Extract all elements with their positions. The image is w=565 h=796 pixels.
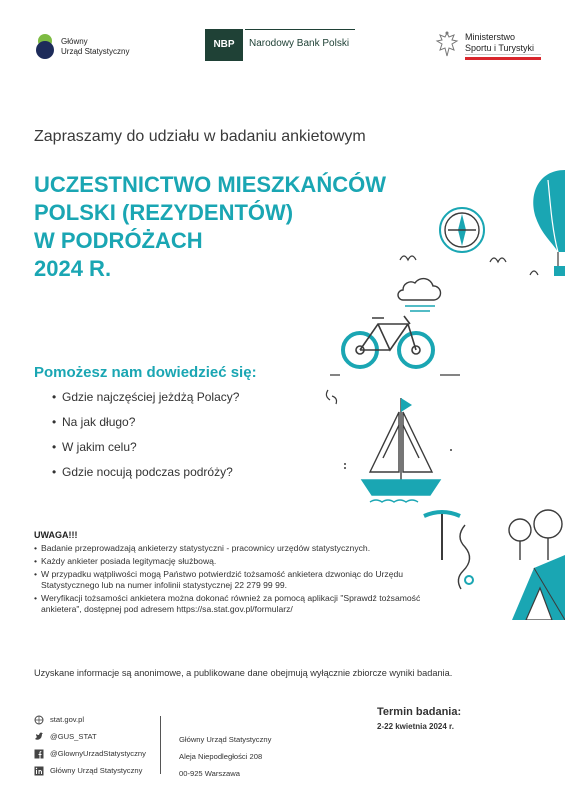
notice-item: • Weryfikacji tożsamości ankietera można dokonać również za pomocą aplikacji "Sprawdź tożsamość ankietera", dostępnej pod adresem https://sa.stat.gov.pl/formularz/ xyxy=(34,593,454,615)
sailboat-icon xyxy=(362,398,440,502)
linkedin-link[interactable] xyxy=(34,765,146,782)
address-line: Główny Urząd Statystyczny xyxy=(179,735,272,744)
nbp-logo-line xyxy=(245,29,355,30)
survey-dates-value: 2-22 kwietnia 2024 r. xyxy=(377,722,454,731)
grass-decoration xyxy=(400,256,538,275)
cloud-icon xyxy=(398,279,441,311)
questions-list xyxy=(52,389,239,489)
title-line: 2024 R. xyxy=(34,256,112,281)
address-line: Aleja Niepodległości 208 xyxy=(179,752,263,761)
msit-logo-gray-line xyxy=(465,54,541,55)
twitter-icon xyxy=(34,732,44,742)
swirl-decoration xyxy=(326,390,336,404)
anonymity-note: Uzyskane informacje są anonimowe, a publikowane dane obejmują wyłącznie zbiorcze wyniki badania. xyxy=(34,668,453,678)
bicycle-icon xyxy=(343,316,433,367)
website-text: stat.gov.pl xyxy=(50,715,85,724)
notice-item: • Badanie przeprowadzają ankieterzy statystyczni - pracownicy urzędów statystycznych. xyxy=(34,543,454,554)
facebook-link[interactable] xyxy=(34,748,146,765)
questions-heading: Pomożesz nam dowiedzieć się: xyxy=(34,364,257,381)
survey-dates-label: Termin badania: xyxy=(377,706,462,718)
website-link[interactable] xyxy=(34,714,146,731)
notice-item: • W przypadku wątpliwości mogą Państwo potwierdzić tożsamość ankietera dzwoniąc do Urzędu Statystycznego lub na numer infolinii statystycznej 22 279 99 99. xyxy=(34,569,454,591)
tent-icon xyxy=(512,555,565,620)
address-line: 00-925 Warszawa xyxy=(179,769,240,778)
title-line: UCZESTNICTWO MIESZKAŃCÓW xyxy=(34,172,386,197)
twitter-text: @GUS_STAT xyxy=(50,732,97,741)
notice-item: • Każdy ankieter posiada legitymację służbową. xyxy=(34,556,454,567)
question-item: • Gdzie najczęściej jeżdżą Polacy? xyxy=(52,389,239,414)
title-line: POLSKI (REZYDENTÓW) xyxy=(34,200,294,225)
trees-icon xyxy=(509,510,562,560)
facebook-icon xyxy=(34,749,44,759)
question-item: • Na jak długo? xyxy=(52,414,239,439)
question-item: • W jakim celu? xyxy=(52,439,239,464)
dots-decoration xyxy=(344,450,452,468)
nbp-logo-text: Narodowy Bank Polski xyxy=(249,38,350,49)
gus-logo-text: Główny Urząd Statystyczny xyxy=(61,37,130,56)
msit-logo xyxy=(435,30,545,64)
address-block xyxy=(179,731,271,782)
msit-logo-text: Ministerstwo Sportu i Turystyki xyxy=(465,32,535,53)
hot-air-balloon-icon xyxy=(533,170,565,276)
title-line: W PODRÓŻACH xyxy=(34,228,203,253)
linkedin-icon xyxy=(34,766,44,776)
linkedin-text: Główny Urząd Statystyczny xyxy=(50,766,143,775)
notice-title: UWAGA!!! xyxy=(34,530,78,540)
msit-logo-red-line xyxy=(465,57,541,60)
nbp-logo-mark: NBP xyxy=(205,29,243,61)
nbp-logo xyxy=(205,29,355,61)
footer-divider xyxy=(160,716,161,774)
notice-list xyxy=(34,543,454,617)
facebook-text: @GlownyUrzadStatystyczny xyxy=(50,749,146,758)
social-links xyxy=(34,714,146,782)
globe-icon xyxy=(34,715,44,725)
gus-logo-icon xyxy=(34,32,56,60)
eagle-emblem-icon xyxy=(435,30,459,60)
question-item: • Gdzie nocują podczas podróży? xyxy=(52,464,239,489)
compass-icon xyxy=(440,208,484,252)
twitter-link[interactable] xyxy=(34,731,146,748)
gus-logo xyxy=(34,32,154,62)
intro-text: Zapraszamy do udziału w badaniu ankietowym xyxy=(34,128,366,145)
